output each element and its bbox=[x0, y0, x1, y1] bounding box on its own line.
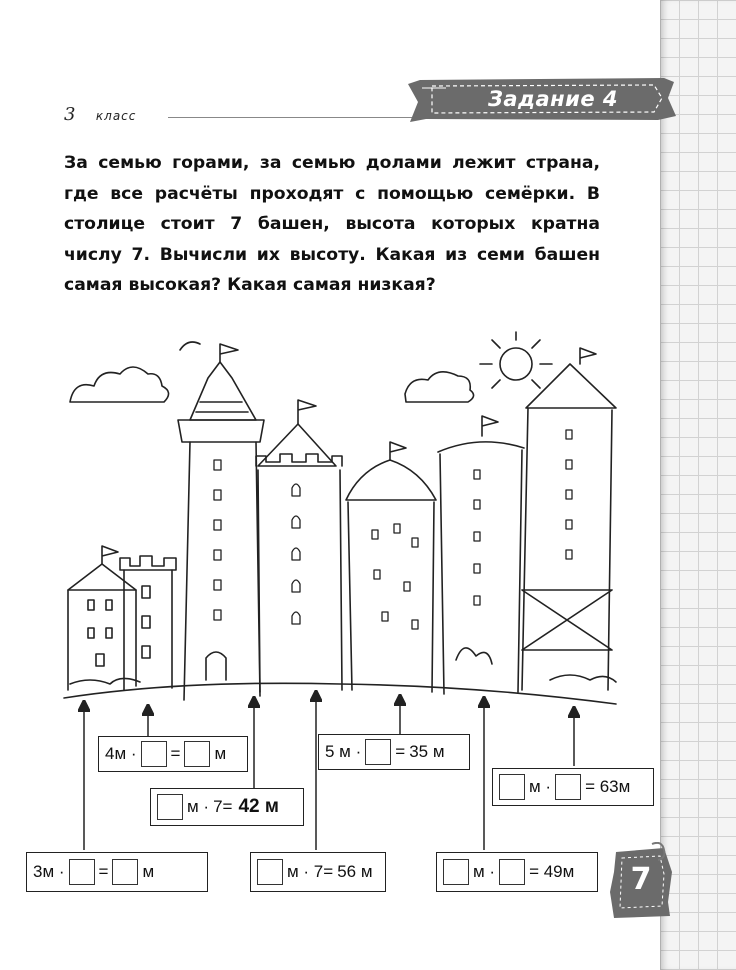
equation-tower-2 bbox=[250, 852, 386, 892]
equation-tower-1 bbox=[26, 852, 208, 892]
answer-input[interactable] bbox=[257, 859, 283, 885]
eq1-unit: м bbox=[214, 744, 227, 763]
eq3-left: 3м · bbox=[33, 862, 65, 881]
eq2-mult: 7= bbox=[213, 797, 233, 816]
eq5-equals: = bbox=[395, 742, 406, 761]
eq7-result: = 63м bbox=[585, 777, 631, 796]
problem-text: За семью горами, за семью долами лежит страна, где все расчёты проходят с помощью семёрки. В столице стоит 7 башен, высота которых кратна числу 7. Вычисли их высоту. Какая из семи башен самая высокая? Какая самая низкая? bbox=[64, 153, 600, 295]
answer-input[interactable] bbox=[141, 741, 167, 767]
eq4-result: 56 м bbox=[337, 862, 373, 881]
equation-tower-4 bbox=[150, 788, 304, 826]
eq1-equals: = bbox=[170, 744, 181, 763]
equation-tower-6 bbox=[436, 852, 598, 892]
grade-number: 3 bbox=[64, 104, 76, 125]
eq7-unit: м · bbox=[529, 777, 552, 796]
grade-word: класс bbox=[95, 109, 137, 123]
answer-input[interactable] bbox=[157, 794, 183, 820]
equation-tower-7 bbox=[492, 768, 654, 806]
answer-input[interactable] bbox=[443, 859, 469, 885]
equation-tower-3 bbox=[98, 736, 248, 772]
answer-input[interactable] bbox=[499, 774, 525, 800]
page-number: 7 bbox=[630, 862, 652, 897]
eq1-left: 4м · bbox=[105, 744, 137, 763]
eq6-result: = 49м bbox=[529, 862, 575, 881]
eq2-unit: м · bbox=[187, 797, 210, 816]
task-title: Задание 4 bbox=[487, 87, 619, 111]
answer-input[interactable] bbox=[69, 859, 95, 885]
eq3-equals: = bbox=[98, 862, 109, 881]
eq5-result: 35 м bbox=[409, 742, 445, 761]
eq6-unit: м · bbox=[473, 862, 496, 881]
answer-input[interactable] bbox=[555, 774, 581, 800]
answer-input[interactable] bbox=[499, 859, 525, 885]
eq2-result: 42 м bbox=[238, 796, 279, 817]
answer-input[interactable] bbox=[365, 739, 391, 765]
answer-input[interactable] bbox=[184, 741, 210, 767]
equation-tower-5 bbox=[318, 734, 470, 770]
answer-input[interactable] bbox=[112, 859, 138, 885]
eq4-unit: м · 7= bbox=[287, 862, 334, 881]
eq3-unit: м bbox=[142, 862, 155, 881]
eq5-left: 5 м · bbox=[325, 742, 362, 761]
